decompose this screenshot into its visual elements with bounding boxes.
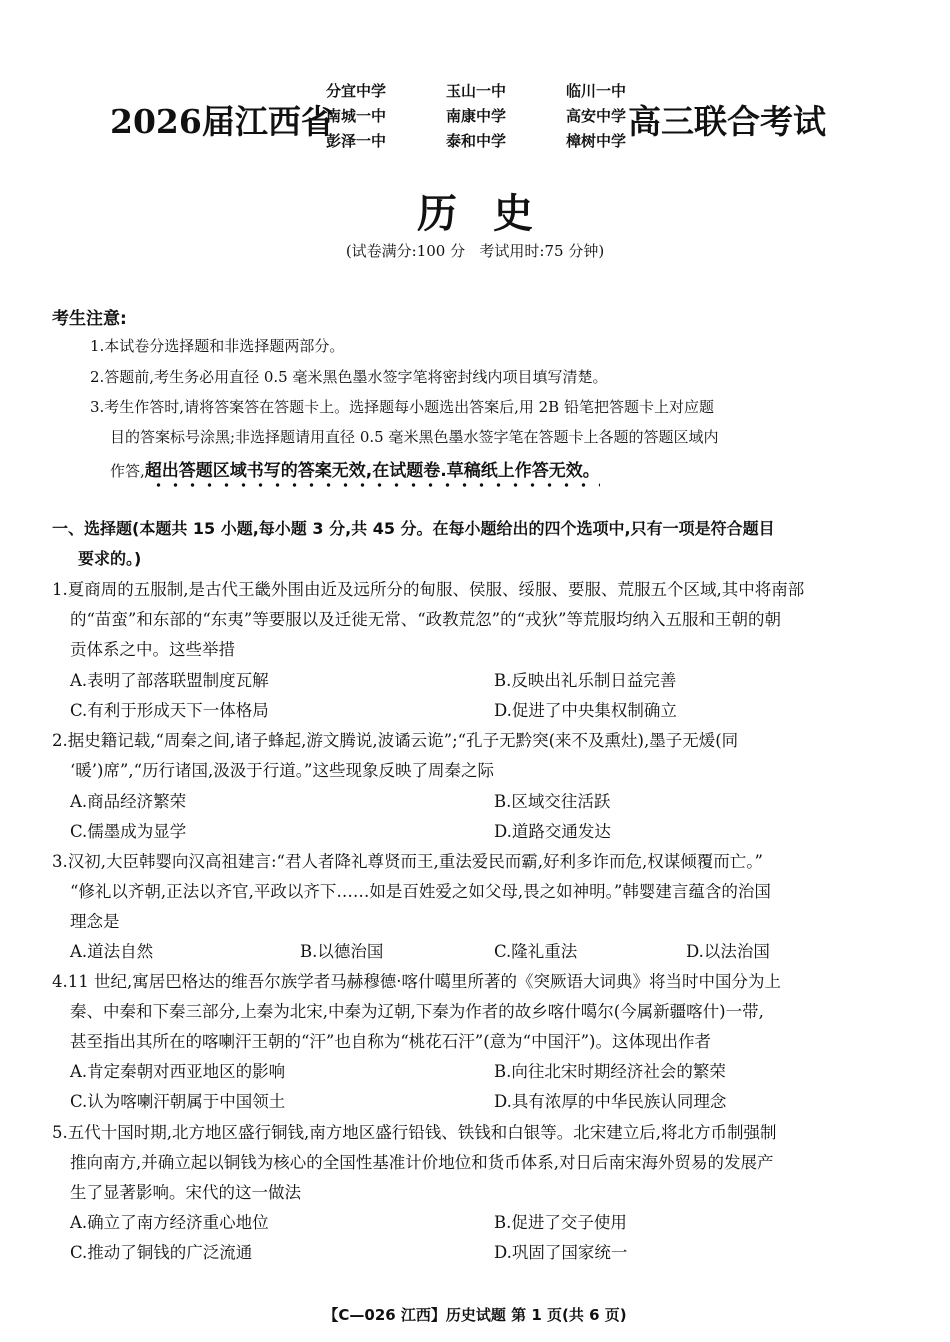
exam-title-right: 高三联合考试	[628, 102, 826, 141]
notice-line: 1.本试卷分选择题和非选择题两部分。	[90, 337, 345, 355]
option: D.具有浓厚的中华民族认同理念	[494, 1092, 727, 1111]
school-list	[326, 80, 626, 155]
option: C.推动了铜钱的广泛流通	[70, 1243, 253, 1262]
notice-prefix: 作答,	[110, 462, 145, 480]
question-line: 2.据史籍记载,“周秦之间,诸子蜂起,游文腾说,波谲云诡”;“孔子无黔突(来不及熏灶),墨子无煖(同	[52, 731, 739, 750]
school-name: 南城一中	[326, 107, 387, 125]
option: C.有利于形成天下一体格局	[70, 701, 269, 720]
school-name: 临川一中	[565, 82, 626, 100]
school-name: 樟树中学	[565, 132, 626, 150]
question-line: 的“苗蛮”和东部的“东夷”等要服以及迁徙无常、“政教荒忽”的“戎狄”等荒服均纳入五服和王朝的朝	[70, 610, 781, 629]
option: A.表明了部落联盟制度瓦解	[70, 671, 269, 690]
section-heading: 一、选择题(本题共 15 小题,每小题 3 分,共 45 分。在每小题给出的四个选项中,只有一项是符合题目	[52, 519, 775, 538]
question-line: 1.夏商周的五服制,是古代王畿外围由近及远所分的甸服、侯服、绥服、要服、荒服五个区域,其中将南部	[52, 580, 805, 599]
option: A.肯定秦朝对西亚地区的影响	[70, 1062, 286, 1081]
notice-emphasis	[145, 461, 600, 481]
option: B.促进了交子使用	[494, 1213, 627, 1232]
school-name: 玉山一中	[445, 82, 506, 100]
question-line: 甚至指出其所在的喀喇汗王朝的“汗”也自称为“桃花石汗”(意为“中国汗”)。这体现出作者	[70, 1032, 711, 1051]
notice-line: 2.答题前,考生务必用直径 0.5 毫米黑色墨水签字笔将密封线内项目填写清楚。	[90, 368, 608, 386]
emphasis-text: 超出答题区域书写的答案无效,在试题卷.草稿纸上作答无效。	[144, 461, 600, 481]
school-name: 彭泽一中	[326, 132, 387, 150]
option: A.商品经济繁荣	[70, 792, 187, 811]
exam-info: (试卷满分:100 分 考试用时:75 分钟)	[345, 242, 605, 260]
notice-line: 3.考生作答时,请将答案答在答题卡上。选择题每小题选出答案后,用 2B 铅笔把答题卡上对应题	[90, 398, 714, 416]
option: D.以法治国	[686, 942, 770, 961]
option: D.促进了中央集权制确立	[494, 701, 677, 720]
emphasis-dots	[145, 482, 600, 488]
option: C.隆礼重法	[494, 942, 578, 961]
option: B.以德治国	[300, 942, 384, 961]
option: D.巩固了国家统一	[494, 1243, 628, 1262]
exam-title-left: 2026届江西省	[110, 102, 334, 141]
option: B.向往北宋时期经济社会的繁荣	[494, 1062, 726, 1081]
section-heading-cont: 要求的。)	[78, 549, 142, 568]
notice-line	[110, 456, 600, 481]
option: B.反映出礼乐制日益完善	[494, 671, 677, 690]
school-name: 分宜中学	[326, 82, 387, 100]
option: A.确立了南方经济重心地位	[70, 1213, 269, 1232]
notice-line: 目的答案标号涂黑;非选择题请用直径 0.5 毫米黑色墨水签字笔在答题卡上各题的答题区域内	[110, 428, 719, 446]
question-line: 4.11 世纪,寓居巴格达的维吾尔族学者马赫穆德·喀什噶里所著的《突厥语大词典》将当时中国分为上	[52, 972, 781, 991]
school-row	[326, 80, 626, 105]
school-name: 高安中学	[565, 107, 626, 125]
school-row	[326, 105, 626, 130]
school-row	[326, 130, 626, 155]
option: D.道路交通发达	[494, 822, 611, 841]
option: B.区域交往活跃	[494, 792, 611, 811]
question-line: ‘暖’)席”,“历行诸国,汲汲于行道。”这些现象反映了周秦之际	[70, 761, 494, 780]
question-line: 生了显著影响。宋代的这一做法	[70, 1183, 301, 1202]
question-line: 5.五代十国时期,北方地区盛行铜钱,南方地区盛行铅钱、铁钱和白银等。北宋建立后,将北方币制强制	[52, 1123, 777, 1142]
question-line: “修礼以齐朝,正法以齐官,平政以齐下……如是百姓爱之如父母,畏之如神明。”韩婴建言蕴含的治国	[70, 882, 771, 901]
page-footer: 【C—026 江西】历史试题 第 1 页(共 6 页)	[323, 1306, 627, 1324]
school-name: 泰和中学	[445, 132, 506, 150]
option: A.道法自然	[70, 942, 154, 961]
question-line: 贡体系之中。这些举措	[70, 640, 235, 659]
notice-heading: 考生注意:	[52, 309, 127, 329]
question-line: 秦、中秦和下秦三部分,上秦为北宋,中秦为辽朝,下秦为作者的故乡喀什噶尔(今属新疆喀什)一带,	[70, 1002, 764, 1021]
question-line: 3.汉初,大臣韩婴向汉高祖建言:“君人者降礼尊贤而王,重法爱民而霸,好利多诈而危,权谋倾覆而亡。”	[52, 852, 763, 871]
subject-title: 历史	[417, 190, 569, 237]
question-line: 推向南方,并确立起以铜钱为核心的全国性基准计价地位和货币体系,对日后南宋海外贸易的发展产	[70, 1153, 774, 1172]
question-line: 理念是	[70, 912, 120, 931]
school-name: 南康中学	[445, 107, 506, 125]
option: C.认为喀喇汗朝属于中国领土	[70, 1092, 286, 1111]
option: C.儒墨成为显学	[70, 822, 187, 841]
